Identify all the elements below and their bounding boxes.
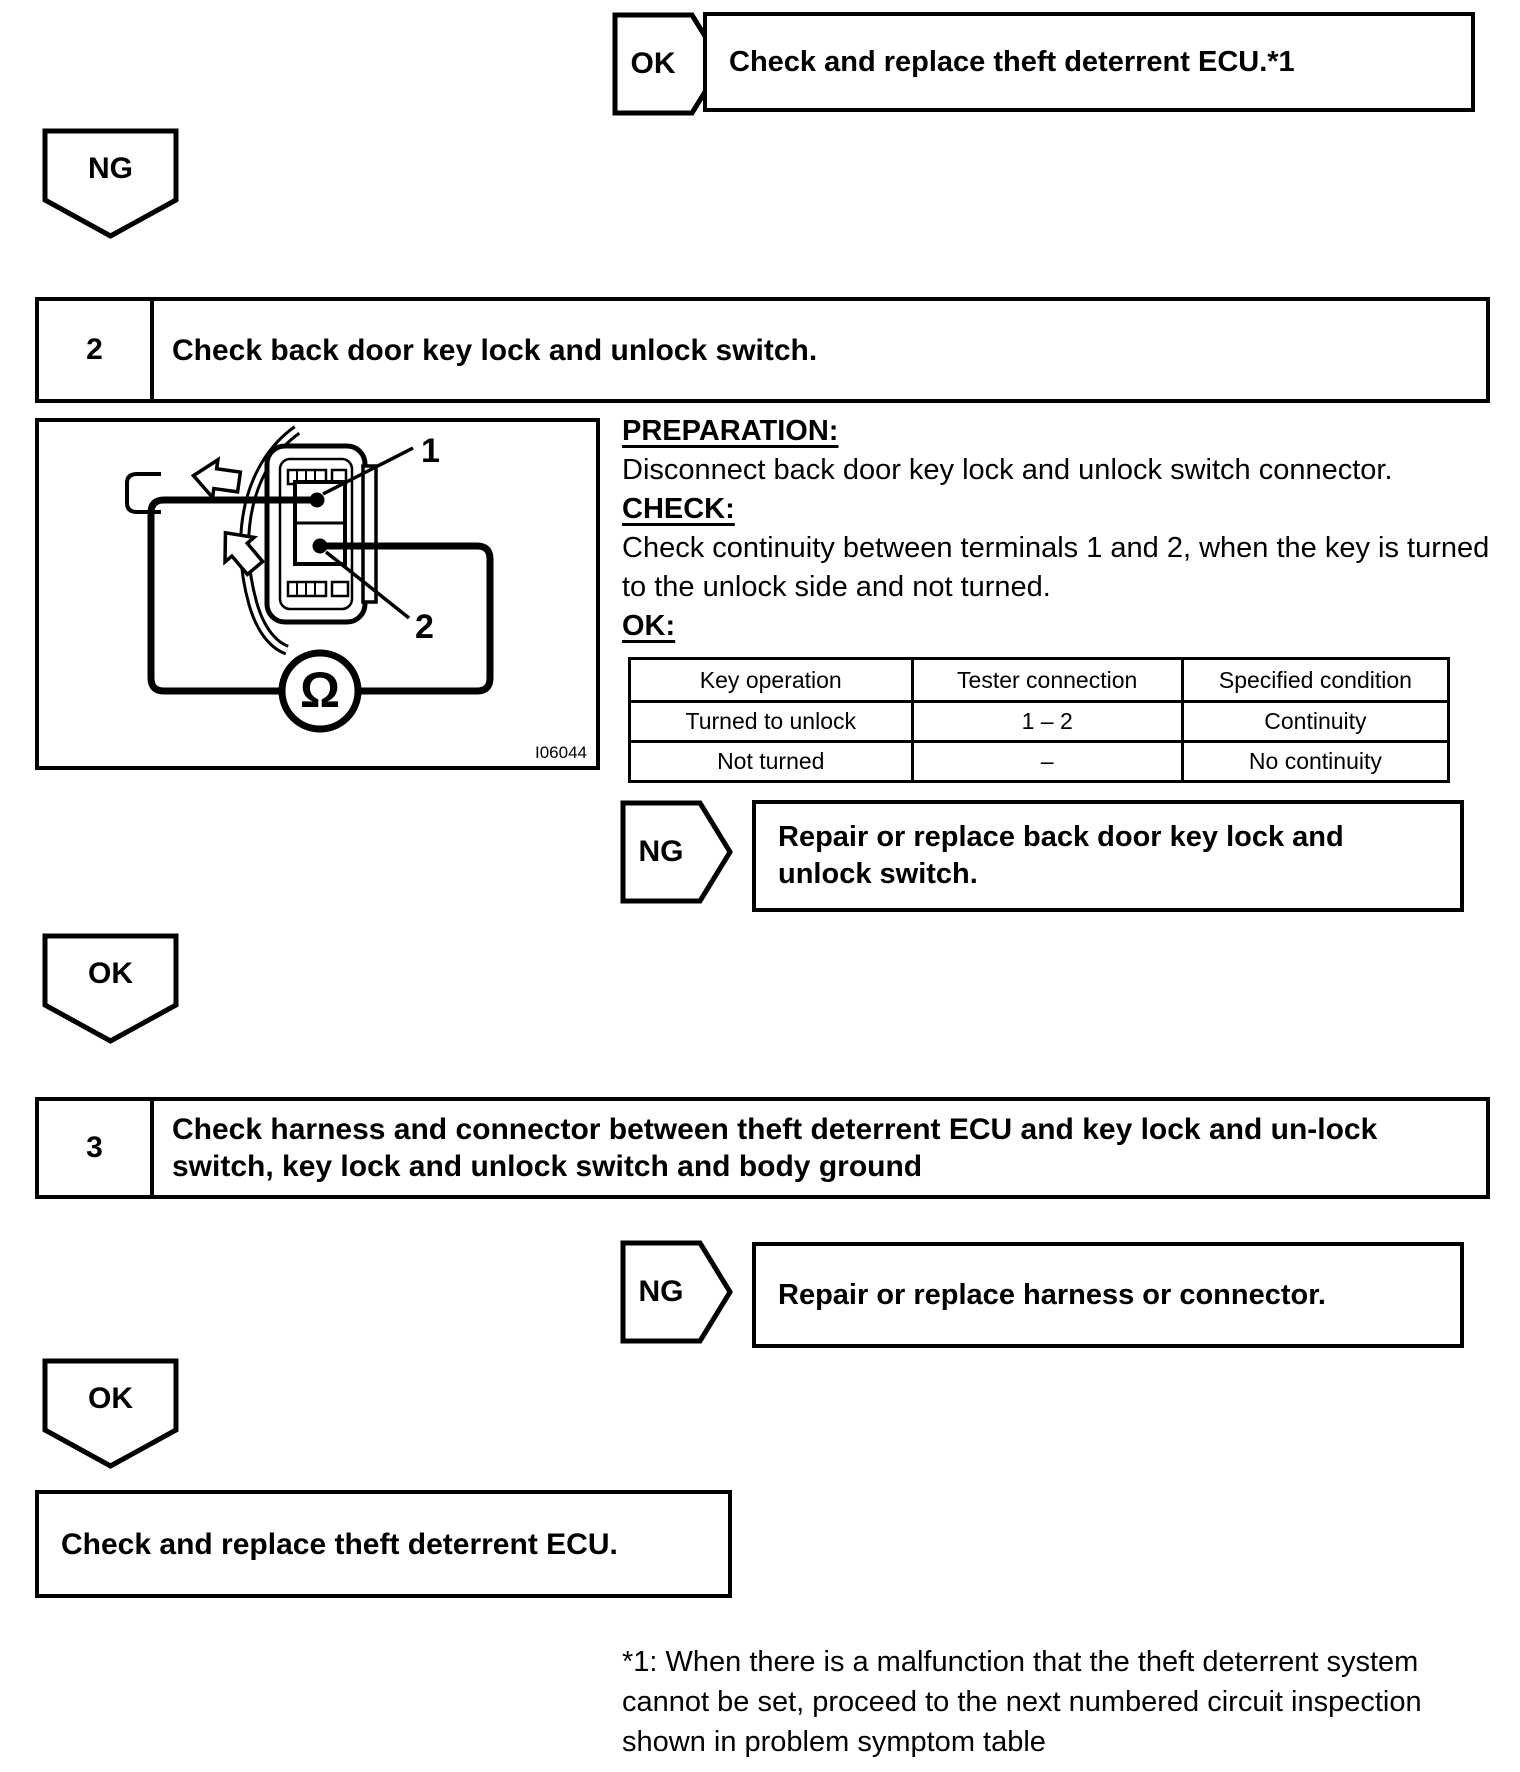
- cell-specified-condition: No continuity: [1182, 742, 1448, 782]
- check-heading: CHECK:: [622, 493, 735, 525]
- ok-flag-label: OK: [88, 957, 133, 990]
- ng-flag-branch-1: [620, 800, 733, 904]
- terminal-2-dot: [313, 539, 328, 554]
- ng-flag-label: NG: [88, 152, 133, 185]
- terminal-1-label: 1: [421, 432, 440, 470]
- ok-flag-down-1: [42, 933, 179, 1045]
- ng-flag-label: NG: [638, 835, 684, 868]
- cell-tester-connection: –: [912, 742, 1182, 782]
- step-3-header: [35, 1097, 1490, 1199]
- ng-flag-label: NG: [638, 1275, 684, 1308]
- col-specified-condition: Specified condition: [1182, 659, 1448, 702]
- preparation-heading: PREPARATION:: [622, 415, 839, 447]
- col-key-operation: Key operation: [630, 659, 913, 702]
- ng-result-box-2: Repair or replace harness or connector.: [752, 1242, 1464, 1348]
- result-box-top: Check and replace theft deterrent ECU.*1: [703, 12, 1475, 112]
- cell-specified-condition: Continuity: [1182, 702, 1448, 742]
- ohm-symbol: Ω: [299, 662, 341, 719]
- preparation-text: Disconnect back door key lock and unlock switch connector.: [622, 454, 1393, 486]
- figure-code: I06044: [535, 743, 587, 762]
- step-2-header: [35, 297, 1490, 403]
- cell-tester-connection: 1 – 2: [912, 702, 1182, 742]
- ng-flag-down-1: [42, 128, 179, 240]
- ok-flag-down-2: [42, 1358, 179, 1470]
- ok-flag-label: OK: [630, 47, 676, 80]
- step-2-number: 2: [39, 301, 154, 399]
- col-tester-connection: Tester connection: [912, 659, 1182, 702]
- switch-illustration-frame: [35, 418, 600, 770]
- terminal-1-dot: [310, 493, 325, 508]
- table-row: [630, 742, 1449, 782]
- check-text: Check continuity between terminals 1 and 2, when the key is turned to the unlock side and not turned.: [622, 532, 1490, 603]
- footnote-text: *1: When there is a malfunction that the theft deterrent system cannot be set, proceed to the next numbered circuit inspection shown in problem symptom table: [622, 1646, 1422, 1758]
- ok-flag-label: OK: [88, 1382, 133, 1415]
- table-row: [630, 702, 1449, 742]
- rotate-arrow-up-icon: [191, 457, 242, 501]
- instruction-column: [622, 412, 1502, 646]
- ng-result-box-1: Repair or replace back door key lock and unlock switch.: [752, 800, 1464, 912]
- cell-key-operation: Not turned: [630, 742, 913, 782]
- final-result-box: Check and replace theft deterrent ECU.: [35, 1490, 732, 1598]
- ng-flag-branch-2: [620, 1240, 733, 1344]
- cell-key-operation: Turned to unlock: [630, 702, 913, 742]
- continuity-table: [628, 657, 1450, 783]
- step-3-number: 3: [39, 1101, 154, 1195]
- step-2-title: Check back door key lock and unlock switch.: [172, 333, 818, 367]
- step-3-title: Check harness and connector between theft deterrent ECU and key lock and un-lock switch, key lock and unlock switch and body ground: [172, 1113, 1378, 1183]
- ok-heading: OK:: [622, 610, 676, 642]
- table-header-row: [630, 659, 1449, 702]
- terminal-2-label: 2: [415, 608, 434, 646]
- key-lock-switch-diagram: [39, 422, 596, 766]
